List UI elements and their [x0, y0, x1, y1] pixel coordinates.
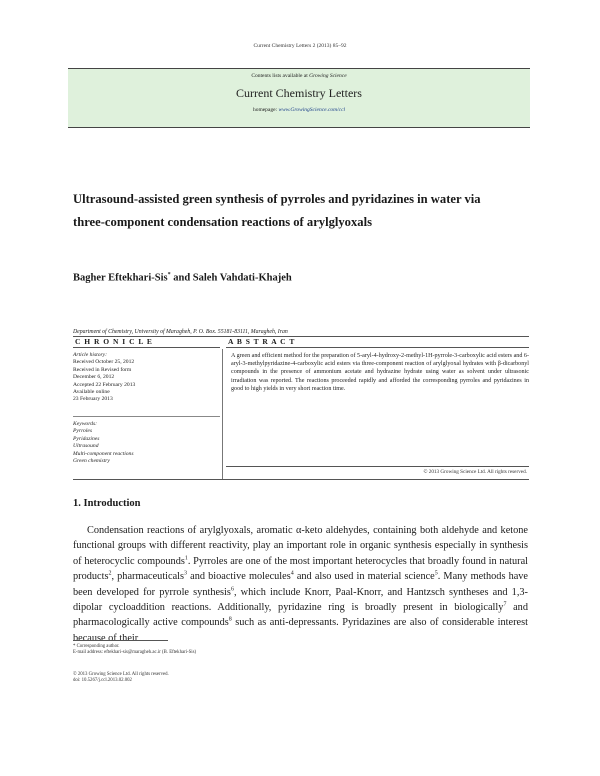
email-address: E-mail address: eftekhari-sis@maragheh.ac.ir (B. Eftekhari-Sis) [73, 650, 197, 656]
history-label: Article history: [73, 352, 108, 358]
corresponding-author: * Corresponding author. [73, 644, 120, 649]
journal-title: Current Chemistry Letters [236, 86, 362, 100]
citation-ref: 5 [434, 570, 438, 577]
chronicle-rule [73, 347, 220, 348]
citation-ref: 3 [184, 570, 188, 577]
title-line-1: Ultrasound-assisted green synthesis of pyrroles and pyridazines in water via [73, 192, 481, 206]
history-entry: Available online [73, 389, 110, 396]
journal-banner [68, 68, 530, 128]
keyword: Multi-component reactions [73, 450, 134, 457]
abstract-bottom-rule [226, 466, 529, 467]
history-entry: Accepted 22 February 2013 [73, 381, 136, 388]
keywords [73, 421, 220, 465]
chronicle-header: C H R O N I C L E [75, 337, 153, 346]
footer-copyright: © 2013 Growing Science Ltd. All rights reserved. [73, 672, 169, 677]
publication-footnote [73, 672, 169, 685]
abstract-text: A green and efficient method for the preparation of 5-aryl-4-hydroxy-2-methyl-1H-pyrrole-3-carboxylic acid esters and 6-aryl-3-methylpyridazine-4-carboxylic acid esters via three-component reaction of arylglyoxal hydrates with β-dicarbonyl compounds in the presence of ammonium acetate and hydrazine hydrate using water as solvent under ultrasonic irradiation was reported. The reactions proceeded rapidly and afforded the corresponding pyrroles and pyridazines in good to high yields in very short reaction time. [231, 353, 529, 392]
history-entry: December 6, 2012 [73, 374, 115, 381]
author-2: Saleh Vahdati-Khajeh [192, 272, 292, 284]
homepage-prefix: homepage: [252, 107, 279, 113]
corresponding-mark: * [167, 272, 171, 278]
contents-line [68, 73, 530, 79]
keyword: Ultrasound [73, 443, 99, 450]
running-head: Current Chemistry Letters 2 (2013) 85–92 [253, 43, 347, 49]
contents-prefix: Contents lists available at [251, 73, 310, 79]
author-join: and [170, 272, 193, 284]
keywords-label: Keywords: [73, 421, 98, 427]
text-run: such as anti-depressants. Pyridazines are also of considerable interest because of their [73, 617, 528, 644]
intro-paragraph [73, 523, 528, 646]
citation-ref: 8 [228, 617, 232, 624]
homepage-link[interactable]: www.GrowingScience.com/ccl [278, 107, 346, 113]
corresponding-footnote [73, 644, 196, 657]
article-title [73, 188, 543, 234]
text-run: Condensation reactions of arylglyoxals, aromatic α-keto aldehydes, containing both aldehyde and ketone functional groups with different reactivity, play an important role in organic synthesis especially in synthesis of heterocyclic compounds [73, 525, 528, 567]
citation-ref: 1 [184, 555, 188, 562]
keyword: Pyridazines [73, 435, 100, 442]
author-1: Bagher Eftekhari-Sis [73, 272, 168, 284]
affiliation: Department of Chemistry, University of Maragheh, P. O. Box. 55181-83111, Maragheh, Iran [73, 329, 288, 335]
contents-source: Growing Science [309, 73, 347, 79]
homepage-line [68, 107, 530, 113]
history-entry: 23 February 2013 [73, 396, 113, 403]
history-entry: Received in Revised form [73, 366, 132, 373]
citation-ref: 6 [230, 586, 234, 593]
column-divider [222, 349, 223, 479]
keyword: Pyrroles [73, 428, 93, 435]
text-run: . Many methods have been developed for pyrrole synthesis [73, 571, 529, 598]
text-run: and pharmacologically active compounds [73, 602, 528, 629]
title-line-2: three-component condensation reactions of arylglyoxals [73, 215, 372, 229]
text-run: , which include Knorr, Paal-Knorr, and Hantzsch syntheses and 1,3-dipolar cycloaddition reactions. Additionally, pyridazine ring is broadly present in biologically [73, 586, 528, 614]
text-run: . Pyrroles are one of the most important heterocycles that broadly found in natural products [73, 555, 529, 583]
text-run: , pharmaceuticals [111, 571, 185, 583]
citation-ref: 4 [290, 570, 294, 577]
abstract-rule [226, 347, 529, 348]
chronicle-divider [73, 416, 220, 417]
citation-ref: 2 [108, 570, 112, 577]
author-list [73, 272, 292, 284]
section-heading: 1. Introduction [73, 498, 141, 509]
keyword: Green chemistry [73, 458, 110, 465]
citation-ref: 7 [503, 601, 507, 608]
abstract-header: A B S T R A C T [228, 337, 296, 346]
history-entry: Received October 25, 2012 [73, 359, 135, 366]
doi: doi: 10.5267/j.ccl.2013.02.002 [73, 678, 132, 684]
article-history [73, 352, 220, 404]
footnote-rule [73, 640, 168, 641]
text-run: and bioactive molecules [187, 571, 291, 583]
abstract-copyright: © 2013 Growing Science Ltd. All rights reserved. [423, 469, 527, 475]
text-run: and also used in material science [293, 571, 435, 583]
bottom-rule [73, 479, 529, 480]
